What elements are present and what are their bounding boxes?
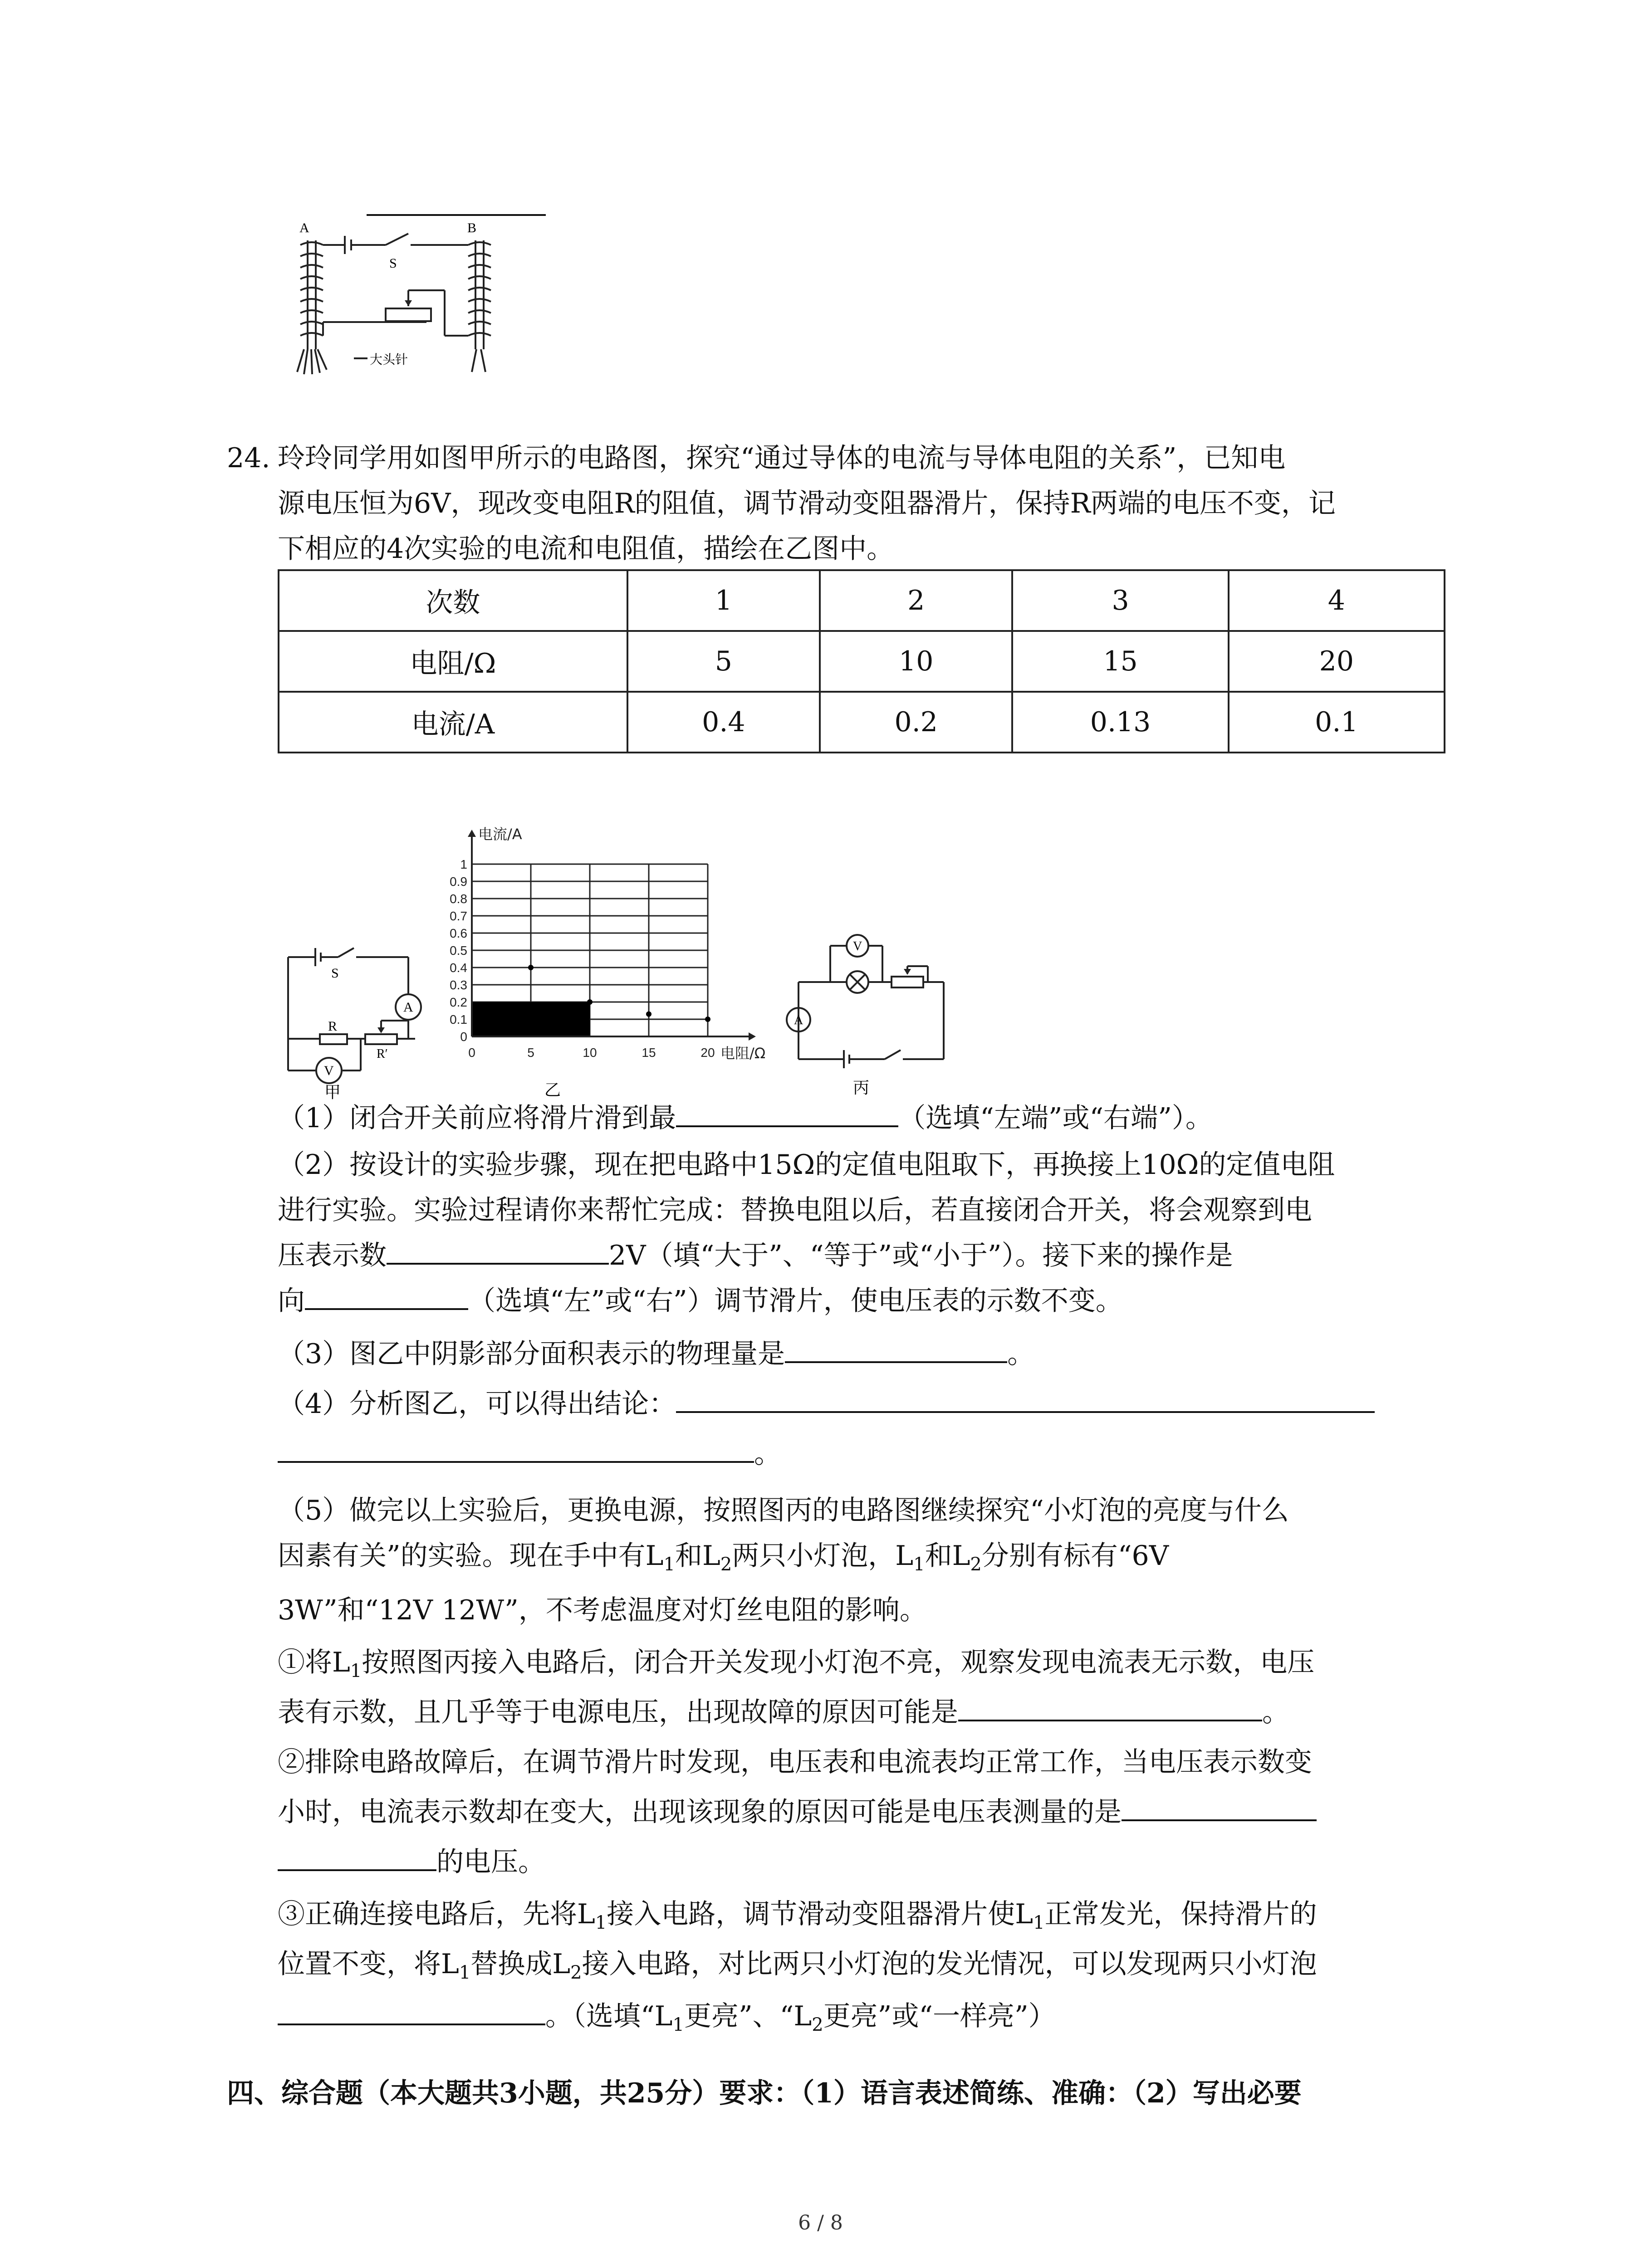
q3-post: 。 — [1007, 1338, 1035, 1370]
p3-line2-a: 位置不变，将L — [278, 1948, 459, 1980]
q5-line2-b: 和L — [675, 1540, 720, 1572]
sub-1: 1 — [459, 1962, 471, 1983]
y-tick-label: 0.7 — [450, 909, 467, 923]
q3-line — [278, 1331, 1034, 1377]
q4-blank-1[interactable] — [676, 1383, 1375, 1413]
q5-p2-line1: ②排除电路故障后，在调节滑片时发现，电压表和电流表均正常工作，当电压表示数变 — [278, 1746, 1312, 1778]
label-b: B — [467, 220, 477, 235]
p1-b: 按照图丙接入电路后，闭合开关发现小灯泡不亮，观察发现电流表无示数，电压 — [362, 1647, 1315, 1678]
y-tick-label: 0.5 — [450, 943, 467, 958]
jia-caption: 甲 — [324, 1083, 341, 1102]
page-number: 6 / 8 — [798, 2211, 843, 2234]
x-axis-label: 电阻/Ω — [720, 1045, 766, 1062]
q3-pre: （3）图乙中阴影部分面积表示的物理量是 — [278, 1338, 785, 1370]
y-tick-label: 0.8 — [450, 892, 467, 906]
y-tick-label: 0.3 — [450, 978, 467, 992]
bing-a: A — [794, 1013, 803, 1027]
data-table — [278, 569, 1445, 753]
sub-1: 1 — [663, 1554, 675, 1575]
shaded-region — [472, 1002, 590, 1036]
p1-blank[interactable] — [958, 1691, 1262, 1721]
table-row — [279, 631, 1445, 692]
jia-s: S — [331, 966, 339, 981]
p3-b: 接入电路，调节滑动变阻器滑片使L — [607, 1898, 1034, 1930]
y-tick-label: 0.6 — [450, 926, 467, 940]
p3-line2-b: 替换成L — [470, 1948, 571, 1980]
q2-line2: 进行实验。实验过程请你来帮忙完成：替换电阻以后，若直接闭合开关，将会观察到电 — [278, 1194, 1312, 1226]
q4-pre: （4）分析图乙，可以得出结论： — [278, 1388, 676, 1420]
q5-line2-a: 因素有关”的实验。现在手中有L — [278, 1540, 664, 1572]
y-tick-label: 0.9 — [450, 875, 467, 889]
sub-1: 1 — [595, 1912, 607, 1933]
data-point — [587, 999, 593, 1005]
table-cell: 4 — [1229, 570, 1445, 631]
x-tick-label: 5 — [527, 1046, 534, 1060]
sub-1: 1 — [672, 2014, 684, 2035]
q5-p3-line1 — [278, 1892, 1317, 1945]
table-cell: 3 — [1012, 570, 1228, 631]
y-tick-label: 1 — [460, 857, 467, 871]
q1-blank[interactable] — [676, 1097, 898, 1127]
q2-blank-voltage[interactable] — [387, 1235, 609, 1265]
table-row — [279, 570, 1445, 631]
data-point — [646, 1012, 652, 1017]
p2-blank-1[interactable] — [1122, 1791, 1317, 1821]
p1-a: ①将L — [278, 1647, 350, 1678]
sub-2: 2 — [720, 1554, 732, 1575]
electromagnet-figure — [272, 213, 526, 386]
sub-1: 1 — [350, 1661, 362, 1681]
p1-end: 。 — [1262, 1696, 1289, 1728]
p3-blank[interactable] — [278, 1995, 545, 2025]
jia-v: V — [324, 1063, 334, 1078]
sub-2: 2 — [812, 2014, 823, 2035]
q2-line3-pre: 压表示数 — [278, 1240, 387, 1271]
p2-line3: 的电压。 — [436, 1846, 545, 1878]
q2-line4 — [278, 1278, 1123, 1324]
label-s: S — [389, 256, 397, 271]
q2-line4-post: （选填“左”或“右”）调节滑片，使电压表的示数不变。 — [468, 1285, 1123, 1317]
q5-line3: 3W”和“12V 12W”，不考虑温度对灯丝电阻的影响。 — [278, 1594, 927, 1626]
table-cell: 10 — [820, 631, 1012, 692]
y-axis-label: 电流/A — [478, 826, 522, 843]
q5-p3-line2 — [278, 1941, 1317, 1995]
label-pin: 大头针 — [370, 352, 408, 367]
q5-p3-line3 — [278, 1994, 1056, 2048]
q2-line3-post: 2V（填“大于”、“等于”或“小于”）。接下来的操作是 — [609, 1240, 1233, 1271]
section4-title: 四、综合题（本大题共3小题，共25分）要求：（1）语言表述简练、准确：（2）写出必要 — [227, 2077, 1302, 2109]
table-cell: 电流/A — [279, 692, 627, 753]
data-point — [705, 1017, 710, 1022]
circuit-jia — [279, 934, 433, 1102]
jia-a: A — [403, 1000, 413, 1015]
table-cell: 0.4 — [627, 692, 820, 753]
graph-yi — [426, 796, 798, 1100]
table-cell: 0.13 — [1012, 692, 1228, 753]
p3-line3-c: 更亮”或“一样亮”） — [823, 2000, 1056, 2032]
q5-line2-d: 和L — [925, 1540, 970, 1572]
table-cell: 5 — [627, 631, 820, 692]
q1-line — [278, 1095, 1213, 1141]
bing-caption: 丙 — [853, 1079, 870, 1095]
data-point — [528, 965, 534, 970]
q4-line2 — [278, 1431, 781, 1476]
q4-post: 。 — [754, 1438, 781, 1470]
table-cell: 20 — [1229, 631, 1445, 692]
p2-line2: 小时，电流表示数却在变大，出现该现象的原因可能是电压表测量的是 — [278, 1796, 1122, 1828]
sub-1: 1 — [913, 1554, 925, 1575]
q5-line2-e: 分别有标有“6V — [981, 1540, 1169, 1572]
p2-blank-2[interactable] — [278, 1841, 436, 1871]
sub-2: 2 — [970, 1554, 982, 1575]
q24-line2: 源电压恒为6V，现改变电阻R的阻值，调节滑动变阻器滑片，保持R两端的电压不变，记 — [278, 488, 1336, 519]
table-cell: 0.1 — [1229, 692, 1445, 753]
circuit-bing — [771, 923, 971, 1095]
sub-2: 2 — [570, 1962, 582, 1983]
q5-p2-line3 — [278, 1839, 545, 1885]
bing-v: V — [853, 939, 862, 953]
y-axis-arrow — [468, 830, 476, 837]
x-axis-arrow — [749, 1032, 756, 1041]
x-tick-label: 10 — [583, 1046, 597, 1060]
sub-1: 1 — [1033, 1912, 1045, 1933]
q2-blank-direction[interactable] — [305, 1280, 468, 1310]
q3-blank[interactable] — [785, 1333, 1007, 1363]
table-cell: 0.2 — [820, 692, 1012, 753]
table-row — [279, 692, 1445, 753]
q5-line2 — [278, 1533, 1169, 1587]
table-cell: 次数 — [279, 570, 627, 631]
jia-rp: R′ — [377, 1047, 388, 1061]
table-cell: 2 — [820, 570, 1012, 631]
q24-number: 24. — [227, 442, 270, 474]
q24-line3: 下相应的4次实验的电流和电阻值，描绘在乙图中。 — [278, 533, 894, 565]
p3-a: ③正确连接电路后，先将L — [278, 1898, 595, 1930]
q24-line1: 玲玲同学用如图甲所示的电路图，探究“通过导体的电流与导体电阻的关系”，已知电 — [278, 442, 1286, 474]
q5-p2-line2 — [278, 1789, 1317, 1835]
q1-post: （选填“左端”或“右端”）。 — [898, 1102, 1213, 1134]
q4-line — [278, 1381, 1375, 1427]
jia-r: R — [328, 1019, 338, 1034]
p3-line3-a: 。（选填“L — [545, 2000, 673, 2032]
table-cell: 1 — [627, 570, 820, 631]
x-tick-label: 20 — [700, 1046, 715, 1060]
p3-line3-b: 更亮”、“L — [684, 2000, 812, 2032]
table-cell: 电阻/Ω — [279, 631, 627, 692]
q5-p1-line2 — [278, 1690, 1289, 1735]
y-tick-label: 0 — [460, 1030, 467, 1044]
p1-line2: 表有示数，且几乎等于电源电压，出现故障的原因可能是 — [278, 1696, 958, 1728]
yi-caption: 乙 — [544, 1081, 561, 1100]
label-a: A — [299, 220, 309, 235]
table-cell: 15 — [1012, 631, 1228, 692]
x-tick-label: 0 — [468, 1046, 475, 1060]
y-tick-label: 0.2 — [450, 995, 467, 1009]
y-tick-label: 0.1 — [450, 1012, 467, 1026]
p3-c: 正常发光，保持滑片的 — [1044, 1898, 1317, 1930]
q5-p1-line1 — [278, 1640, 1314, 1694]
y-tick-label: 0.4 — [450, 961, 467, 975]
q5-line2-c: 两只小灯泡，L — [732, 1540, 914, 1572]
q4-blank-2[interactable] — [278, 1433, 754, 1463]
p3-line2-c: 接入电路，对比两只小灯泡的发光情况，可以发现两只小灯泡 — [582, 1948, 1317, 1980]
q2-line4-pre: 向 — [278, 1285, 305, 1317]
q1-pre: （1）闭合开关前应将滑片滑到最 — [278, 1102, 676, 1134]
q5-line1: （5）做完以上实验后，更换电源，按照图丙的电路图继续探究“小灯泡的亮度与什么 — [278, 1495, 1289, 1526]
q2-line3 — [278, 1233, 1233, 1278]
x-tick-label: 15 — [642, 1046, 656, 1060]
q2-line1: （2）按设计的实验步骤，现在把电路中15Ω的定值电阻取下，再换接上10Ω的定值电阻 — [278, 1149, 1335, 1181]
